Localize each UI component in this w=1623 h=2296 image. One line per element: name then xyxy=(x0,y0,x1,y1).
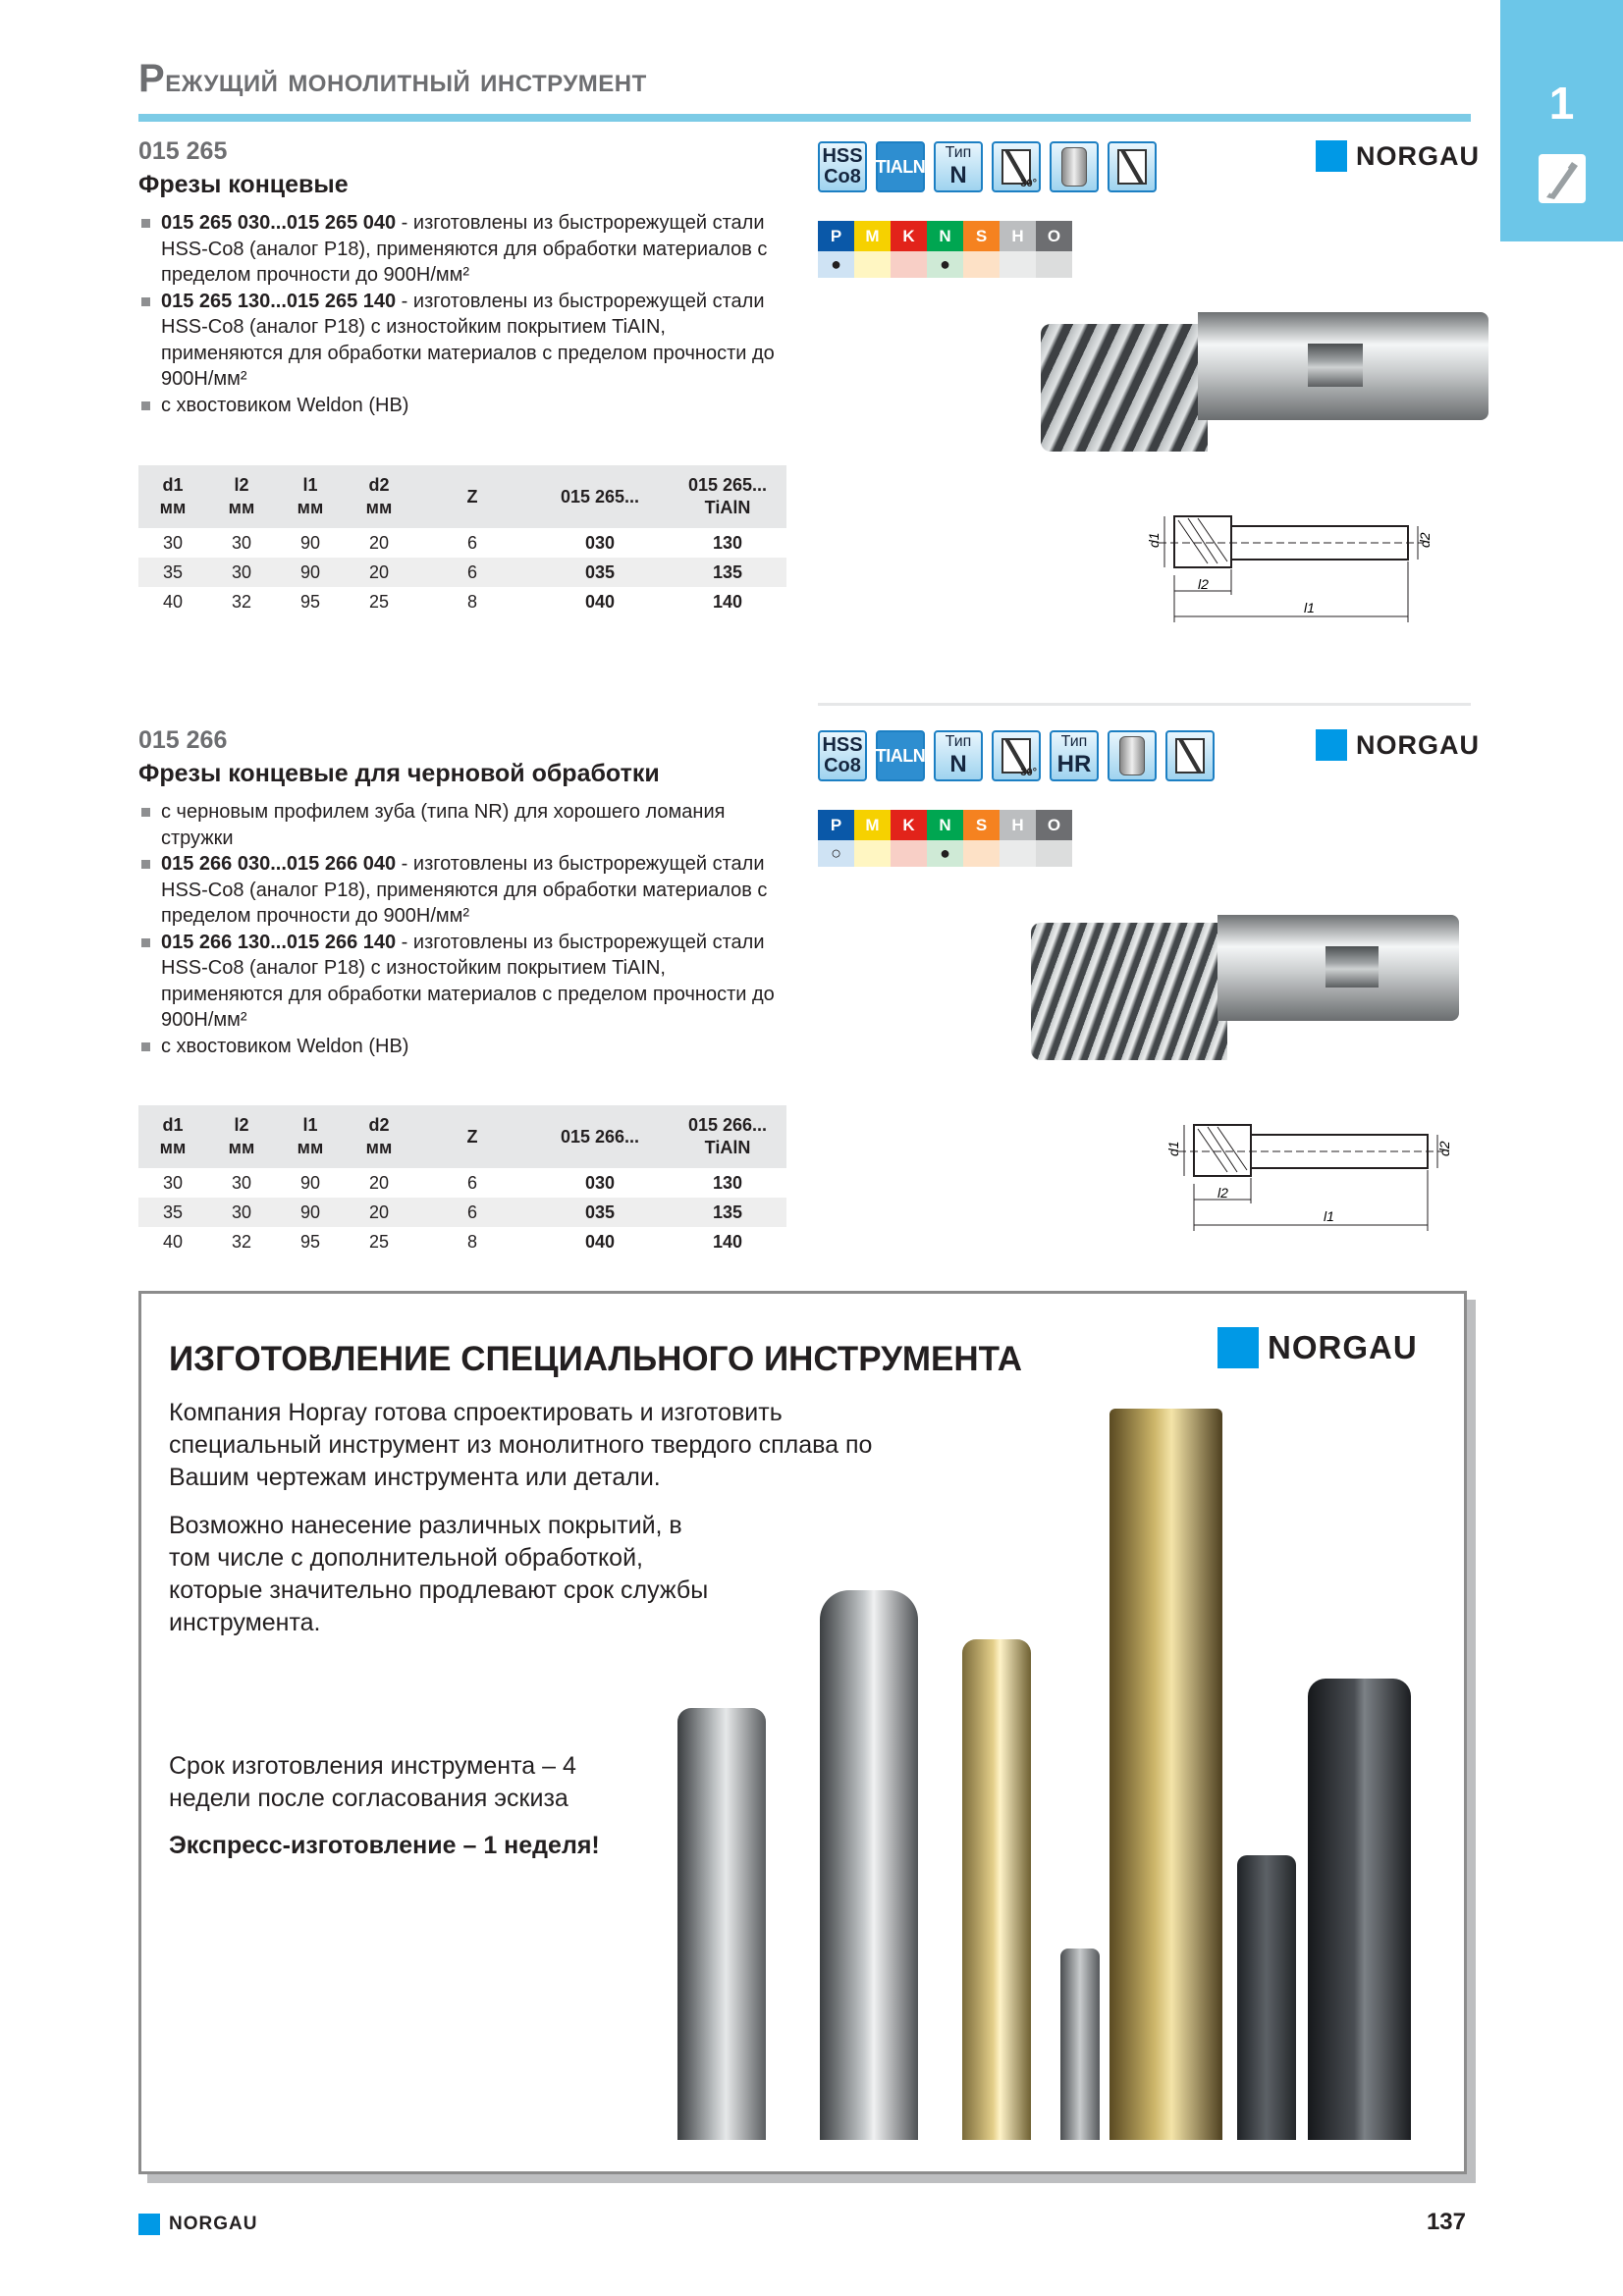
material-k: K xyxy=(891,810,927,840)
section-tab-number: 1 xyxy=(1548,78,1575,129)
cell: 90 xyxy=(299,1172,321,1193)
material-o: O xyxy=(1036,810,1072,840)
material-mark xyxy=(963,251,1000,278)
cell: 30 xyxy=(207,1198,276,1227)
table-row xyxy=(138,587,786,616)
cell: 140 xyxy=(712,591,743,612)
table-header-row xyxy=(138,465,786,528)
material-mark xyxy=(1000,251,1036,278)
cell: 25 xyxy=(368,1231,390,1252)
cell: 35 xyxy=(138,558,207,587)
material-p: P xyxy=(818,810,854,840)
material-k: K xyxy=(891,221,927,251)
page-number: 137 xyxy=(1426,2209,1466,2235)
dimensions-table xyxy=(138,465,786,616)
product-name: Фрезы концевые для черновой обработки xyxy=(138,760,660,787)
material-m: M xyxy=(854,221,891,251)
cell: 130 xyxy=(712,532,743,553)
cell: 35 xyxy=(138,1198,207,1227)
dim-l1: l1 xyxy=(1304,600,1315,615)
material-mark: ● xyxy=(927,251,963,278)
dim-l1: l1 xyxy=(1324,1208,1334,1224)
cell: 40 xyxy=(162,1231,184,1252)
material-mark xyxy=(1036,840,1072,867)
cell: 8 xyxy=(466,591,477,612)
cell: 6 xyxy=(466,1172,477,1193)
footer-logo: NORGAU xyxy=(138,2214,257,2235)
material-table xyxy=(818,221,1072,278)
material-p: P xyxy=(818,221,854,251)
list-item: с хвостовиком Weldon (HB) xyxy=(138,393,777,419)
col-header: 015 265... TiAlN xyxy=(669,465,786,528)
col-header: d1 мм xyxy=(138,465,207,528)
col-header: d2 мм xyxy=(345,1105,413,1168)
product-name: Фрезы концевые xyxy=(138,171,349,198)
material-h: H xyxy=(1000,810,1036,840)
type-n-badge: Тип N xyxy=(934,141,983,192)
material-letters-row xyxy=(818,221,1072,251)
list-item: 015 265 030...015 265 040 - изготовлены из быстрорежущей стали HSS-Co8 (аналог Р18), применяются для обработки материалов с пределом прочности до 900Н/мм² xyxy=(138,210,777,289)
material-mark xyxy=(1036,251,1072,278)
technical-drawing xyxy=(1139,501,1434,628)
cell: 030 xyxy=(584,1172,616,1193)
cell: 30 xyxy=(231,532,252,553)
list-item: 015 266 130...015 266 140 - изготовлены из быстрорежущей стали HSS-Co8 (аналог Р18) с изностойким покрытием TiAIN, применяются для обработки материалов с пределом прочности до 900Н/мм² xyxy=(138,930,777,1034)
dimensions-table xyxy=(138,1105,786,1256)
cell: 40 xyxy=(162,591,184,612)
cell: 32 xyxy=(231,591,252,612)
drill-icon xyxy=(1539,154,1586,203)
material-mark xyxy=(1000,840,1036,867)
norgau-logo: NORGAU xyxy=(1316,729,1480,761)
material-mark xyxy=(854,840,891,867)
promo-text: Компания Норгау готова спроектировать и изготовить специальный инструмент из монолитного твердого сплава по Вашим чертежам инструмента или детали. xyxy=(169,1399,873,1491)
list-item: с черновым профилем зуба (типа NR) для хорошего ломания стружки xyxy=(138,799,777,851)
title-rule xyxy=(138,114,1471,122)
table-row xyxy=(138,1168,786,1198)
col-header: d2 мм xyxy=(345,465,413,528)
cell: 035 xyxy=(531,558,669,587)
col-header: 015 266... TiAlN xyxy=(669,1105,786,1168)
col-header: Z xyxy=(413,1105,531,1168)
cell: 30 xyxy=(162,1172,184,1193)
cutting-direction-icon xyxy=(1165,730,1215,781)
product-code: 015 265 xyxy=(138,137,228,165)
material-o: O xyxy=(1036,221,1072,251)
cell: 030 xyxy=(584,532,616,553)
norgau-logo: NORGAU xyxy=(1316,140,1480,172)
list-item: с хвостовиком Weldon (HB) xyxy=(138,1034,777,1060)
promo-title: ИЗГОТОВЛЕНИЕ СПЕЦИАЛЬНОГО ИНСТРУМЕНТА xyxy=(169,1340,1023,1378)
cutting-direction-icon xyxy=(1108,141,1157,192)
material-s: S xyxy=(963,810,1000,840)
cell: 30 xyxy=(231,1172,252,1193)
col-header: l2 мм xyxy=(207,1105,276,1168)
col-header: 015 266... xyxy=(531,1105,669,1168)
table-row xyxy=(138,1198,786,1227)
cell: 32 xyxy=(231,1231,252,1252)
cell: 6 xyxy=(466,532,477,553)
material-mark xyxy=(963,840,1000,867)
promo-text: Срок изготовления инструмента – 4 недели после согласования эскиза xyxy=(169,1752,576,1812)
list-item: 015 266 030...015 266 040 - изготовлены из быстрорежущей стали HSS-Co8 (аналог Р18), применяются для обработки материалов с пределом прочности до 900Н/мм² xyxy=(138,851,777,930)
page-title: Режущий монолитный инструмент xyxy=(138,57,647,100)
material-m: M xyxy=(854,810,891,840)
special-tools-photo xyxy=(668,1404,1453,2169)
material-n: N xyxy=(927,810,963,840)
cell: 135 xyxy=(669,558,786,587)
cell: 20 xyxy=(345,1198,413,1227)
technical-drawing xyxy=(1159,1109,1453,1237)
material-mark: ○ xyxy=(818,840,854,867)
promo-text: Возможно нанесение различных покрытий, в том числе с дополнительной обработкой, которые значительно продлевают срок службы инструмента. xyxy=(169,1512,709,1636)
cell: 6 xyxy=(413,1198,531,1227)
material-mark xyxy=(854,251,891,278)
feature-badges xyxy=(818,730,1215,781)
end-mill-photo xyxy=(1041,304,1434,471)
material-mark xyxy=(891,251,927,278)
cell: 135 xyxy=(669,1198,786,1227)
hss-co8-badge: HSS Co8 xyxy=(818,141,867,192)
feature-badges xyxy=(818,141,1157,192)
cell: 90 xyxy=(276,558,345,587)
dim-d2: d2 xyxy=(1436,1141,1452,1156)
dim-d1: d1 xyxy=(1165,1141,1181,1156)
material-marks-row xyxy=(818,840,1072,867)
material-letters-row xyxy=(818,810,1072,840)
col-header: 015 265... xyxy=(531,465,669,528)
cell: 25 xyxy=(368,591,390,612)
cell: 6 xyxy=(413,558,531,587)
feature-list xyxy=(138,799,777,1059)
helix-angle-icon: 30° xyxy=(992,730,1041,781)
dim-l2: l2 xyxy=(1198,576,1209,592)
cell: 95 xyxy=(299,1231,321,1252)
cell: 30 xyxy=(207,558,276,587)
material-table xyxy=(818,810,1072,867)
material-n: N xyxy=(927,221,963,251)
cell: 20 xyxy=(368,1172,390,1193)
col-header: l1 мм xyxy=(276,1105,345,1168)
cell: 140 xyxy=(712,1231,743,1252)
helix-angle-icon: 30° xyxy=(992,141,1041,192)
material-marks-row xyxy=(818,251,1072,278)
col-header: l2 мм xyxy=(207,465,276,528)
dim-l2: l2 xyxy=(1217,1185,1228,1201)
table-header-row xyxy=(138,1105,786,1168)
material-s: S xyxy=(963,221,1000,251)
material-h: H xyxy=(1000,221,1036,251)
norgau-logo: NORGAU xyxy=(1217,1327,1418,1368)
type-n-badge: Тип N xyxy=(934,730,983,781)
tialn-coating-badge: TIALN xyxy=(876,730,925,781)
material-mark xyxy=(891,840,927,867)
product-code: 015 266 xyxy=(138,726,228,754)
cell: 20 xyxy=(368,532,390,553)
cell: 90 xyxy=(299,532,321,553)
promo-highlight: Экспресс-изготовление – 1 неделя! xyxy=(169,1832,600,1859)
cell: 90 xyxy=(276,1198,345,1227)
table-row xyxy=(138,558,786,587)
dim-d1: d1 xyxy=(1146,532,1162,548)
cell: 95 xyxy=(299,591,321,612)
cell: 130 xyxy=(712,1172,743,1193)
cell: 035 xyxy=(531,1198,669,1227)
material-mark: ● xyxy=(818,251,854,278)
feature-list xyxy=(138,210,777,418)
cell: 040 xyxy=(584,591,616,612)
tialn-coating-badge: TIALN xyxy=(876,141,925,192)
section-divider xyxy=(818,703,1471,706)
col-header: d1 мм xyxy=(138,1105,207,1168)
roughing-end-mill-photo xyxy=(1031,903,1463,1080)
list-item: 015 265 130...015 265 140 - изготовлены из быстрорежущей стали HSS-Co8 (аналог Р18) с изностойким покрытием TiAIN, применяются для обработки материалов с пределом прочности до 900Н/мм² xyxy=(138,289,777,393)
material-mark: ● xyxy=(927,840,963,867)
cell: 30 xyxy=(162,532,184,553)
cell: 8 xyxy=(466,1231,477,1252)
table-row xyxy=(138,528,786,558)
dim-d2: d2 xyxy=(1417,532,1433,548)
weldon-shank-icon xyxy=(1108,730,1157,781)
col-header: l1 мм xyxy=(276,465,345,528)
cell: 040 xyxy=(584,1231,616,1252)
type-hr-badge: Тип HR xyxy=(1050,730,1099,781)
col-header: Z xyxy=(413,465,531,528)
weldon-shank-icon xyxy=(1050,141,1099,192)
hss-co8-badge: HSS Co8 xyxy=(818,730,867,781)
cell: 20 xyxy=(345,558,413,587)
table-row xyxy=(138,1227,786,1256)
